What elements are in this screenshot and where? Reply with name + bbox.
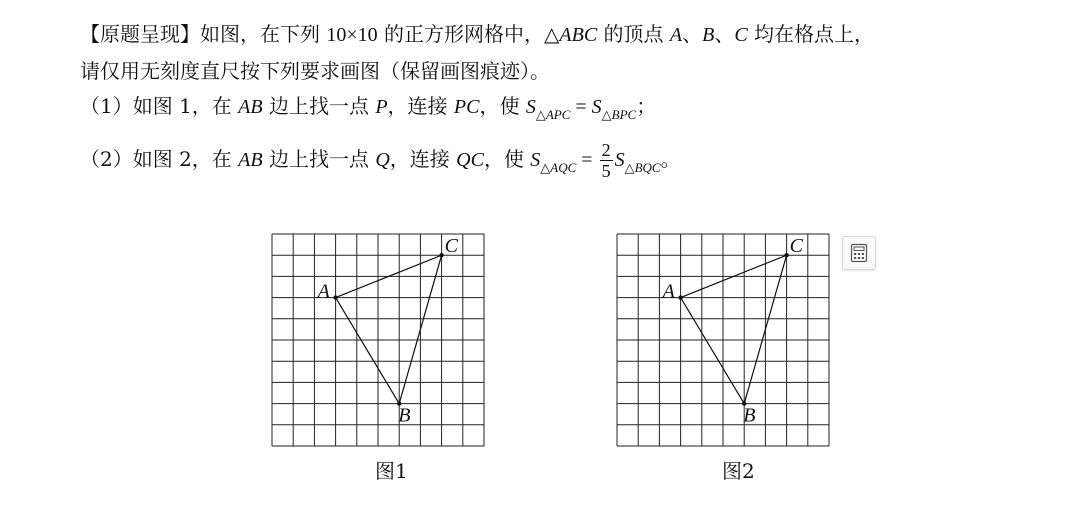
problem-part-2: （2）如图 2，在 AB 边上找一点 Q，连接 QC，使 $S_{\triangle AQC}$ = $\frac{2}{5}$ $S_{\triangle BQC}$。 [80, 140, 681, 181]
figure-2-grid [607, 224, 839, 456]
fraction: $\frac{2}{5}$ [601, 140, 611, 181]
calculator-button[interactable] [842, 236, 876, 270]
figure-1-caption: 图1 [375, 459, 408, 483]
vertex-a [678, 295, 682, 299]
triangle-abc [336, 255, 442, 403]
vertex-label-b: B [743, 404, 756, 427]
figure-2-caption: 图2 [722, 459, 755, 483]
vertex-label-b: B [398, 404, 411, 427]
problem-part-1: （1）如图 1，在 AB 边上找一点 P，连接 PC，使 $S_{\triangle APC} = S_{\triangle BPC}$； [80, 94, 657, 122]
vertex-c [439, 253, 443, 257]
calculator-icon [849, 243, 869, 263]
vertex-label-c: C [444, 235, 458, 258]
vertex-a [333, 295, 337, 299]
vertex-label-c: C [789, 235, 803, 258]
problem-line-1: 【原题呈现】如图，在下列 10×10 的正方形网格中，△ABC 的顶点 A、B、C 均在格点上， [80, 22, 875, 46]
vertex-c [784, 253, 788, 257]
vertex-label-a: A [662, 280, 675, 303]
vertex-label-a: A [317, 280, 330, 303]
problem-line-2: 请仅用无刻度直尺按下列要求画图（保留画图痕迹）。 [80, 59, 550, 83]
problem-title: 【原题呈现】 [80, 22, 200, 46]
triangle-abc [681, 255, 787, 403]
figure-1-grid [262, 224, 494, 456]
